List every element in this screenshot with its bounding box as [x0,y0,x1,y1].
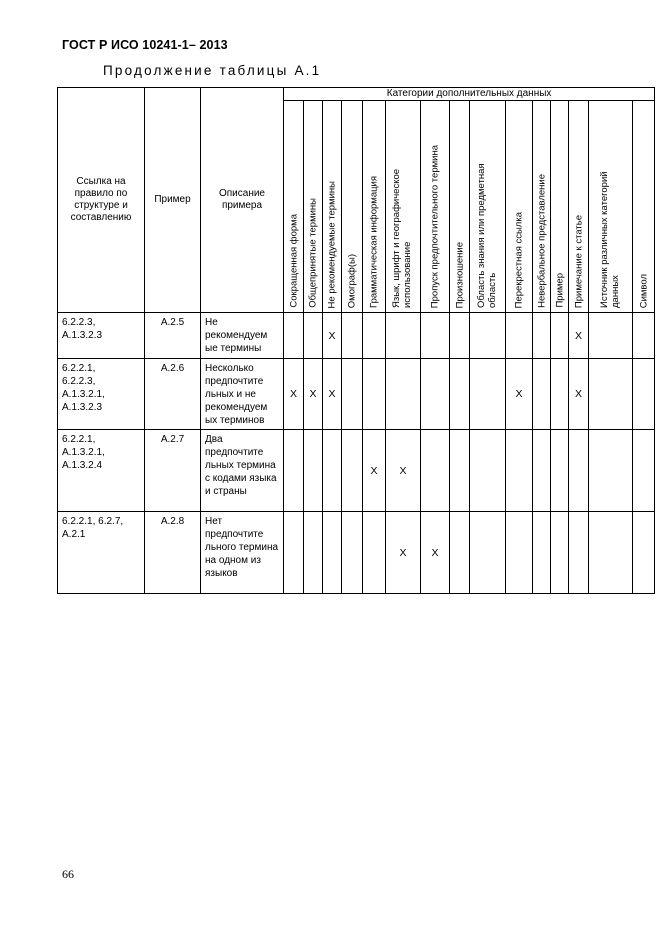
category-mark-cell: X [323,359,342,430]
category-mark-cell [323,430,342,512]
description-cell: Не рекомендуем ые термины [201,313,284,359]
table-row [58,359,655,430]
column-header-reference: Ссылка на правило по структуре и составлению [58,88,145,313]
category-mark-cell [551,512,569,594]
category-label: Общепринятые термины [307,198,319,308]
category-mark-cell [284,313,304,359]
category-mark-cell [470,313,506,359]
category-mark-cell [633,512,655,594]
category-mark-cell [304,313,323,359]
description-cell: Несколько предпочтите льных и не рекомендуем ых терминов [201,359,284,430]
category-label: Произношение [454,241,465,308]
category-header [363,101,386,313]
column-header-description: Описание примера [201,88,284,313]
category-header [323,101,342,313]
category-header [304,101,323,313]
document-code: ГОСТ Р ИСО 10241-1– 2013 [62,38,228,52]
table-caption: Продолжение таблицы А.1 [103,63,322,78]
category-mark-cell: X [569,313,589,359]
category-mark-cell [633,430,655,512]
category-mark-cell: X [386,512,421,594]
category-mark-cell [569,430,589,512]
category-mark-cell: X [569,359,589,430]
category-mark-cell [589,512,633,594]
example-cell: A.2.6 [145,359,201,430]
category-label: Омограф(ы) [346,253,358,308]
category-mark-cell [450,430,470,512]
category-header [506,101,533,313]
category-mark-cell [421,359,450,430]
category-mark-cell [589,359,633,430]
category-mark-cell [506,430,533,512]
category-mark-cell: X [323,313,342,359]
category-label: Не рекомендуемые термины [326,180,338,308]
category-mark-cell [633,313,655,359]
category-mark-cell [363,512,386,594]
category-mark-cell [284,512,304,594]
category-mark-cell [551,359,569,430]
category-mark-cell [304,430,323,512]
category-mark-cell [589,430,633,512]
category-mark-cell [533,359,551,430]
category-header [284,101,304,313]
category-mark-cell: X [386,430,421,512]
table-row [58,313,655,359]
category-mark-cell [421,313,450,359]
reference-cell: 6.2.2.1, A.1.3.2.1, A.1.3.2.4 [58,430,145,512]
category-mark-cell: X [421,512,450,594]
category-mark-cell [323,512,342,594]
category-mark-cell [450,313,470,359]
category-mark-cell [551,430,569,512]
category-header [633,101,655,313]
table-row [58,512,655,594]
category-mark-cell [470,359,506,430]
category-mark-cell [342,359,363,430]
category-header [342,101,363,313]
category-mark-cell [506,512,533,594]
table-row [58,430,655,512]
category-mark-cell: X [284,359,304,430]
reference-cell: 6.2.2.3, A.1.3.2.3 [58,313,145,359]
category-mark-cell [342,430,363,512]
category-header [421,101,450,313]
category-mark-cell [450,359,470,430]
reference-cell: 6.2.2.1, 6.2.7, A.2.1 [58,512,145,594]
category-mark-cell [363,359,386,430]
category-label: Примечание к статье [573,214,584,308]
category-mark-cell [551,313,569,359]
category-mark-cell [506,313,533,359]
category-header [470,101,506,313]
category-label: Язык, шрифт и географическое использование [391,168,413,308]
category-label: Перекрестная ссылка [513,211,525,308]
example-cell: A.2.8 [145,512,201,594]
category-label: Пример [554,273,565,308]
category-label: Грамматическая информация [368,175,380,308]
description-cell: Два предпочтите льных термина с кодами языка и страны [201,430,284,512]
category-mark-cell [342,512,363,594]
category-mark-cell [569,512,589,594]
example-cell: A.2.5 [145,313,201,359]
category-mark-cell [633,359,655,430]
description-cell: Нет предпочтите льного термина на одном из языков [201,512,284,594]
category-mark-cell [533,430,551,512]
category-header [589,101,633,313]
column-header-example: Пример [145,88,201,313]
category-header [569,101,589,313]
category-label: Область знания или предметная область [475,163,498,308]
reference-cell: 6.2.2.1, 6.2.2.3, A.1.3.2.1, A.1.3.2.3 [58,359,145,430]
category-mark-cell [386,313,421,359]
data-categories-table [57,87,655,594]
category-mark-cell [533,512,551,594]
category-mark-cell [342,313,363,359]
category-header [450,101,470,313]
category-label: Невербальное представление [536,174,547,308]
category-label: Символ [638,273,650,308]
category-mark-cell [589,313,633,359]
category-header [533,101,551,313]
category-label: Пропуск предпочтительного термина [429,144,441,308]
category-header [551,101,569,313]
category-header [386,101,421,313]
category-mark-cell [421,430,450,512]
category-mark-cell [533,313,551,359]
category-mark-cell: X [506,359,533,430]
category-label: Сокращенная форма [288,214,299,308]
category-mark-cell [363,313,386,359]
category-mark-cell [470,512,506,594]
category-mark-cell: X [304,359,323,430]
group-header-categories: Категории дополнительных данных [284,88,655,101]
category-mark-cell [284,430,304,512]
category-mark-cell: X [363,430,386,512]
category-mark-cell [470,430,506,512]
category-mark-cell [304,512,323,594]
category-mark-cell [386,359,421,430]
page-number: 66 [62,867,74,881]
category-mark-cell [450,512,470,594]
example-cell: A.2.7 [145,430,201,512]
category-label: Источник различных категорий данных [598,171,621,308]
